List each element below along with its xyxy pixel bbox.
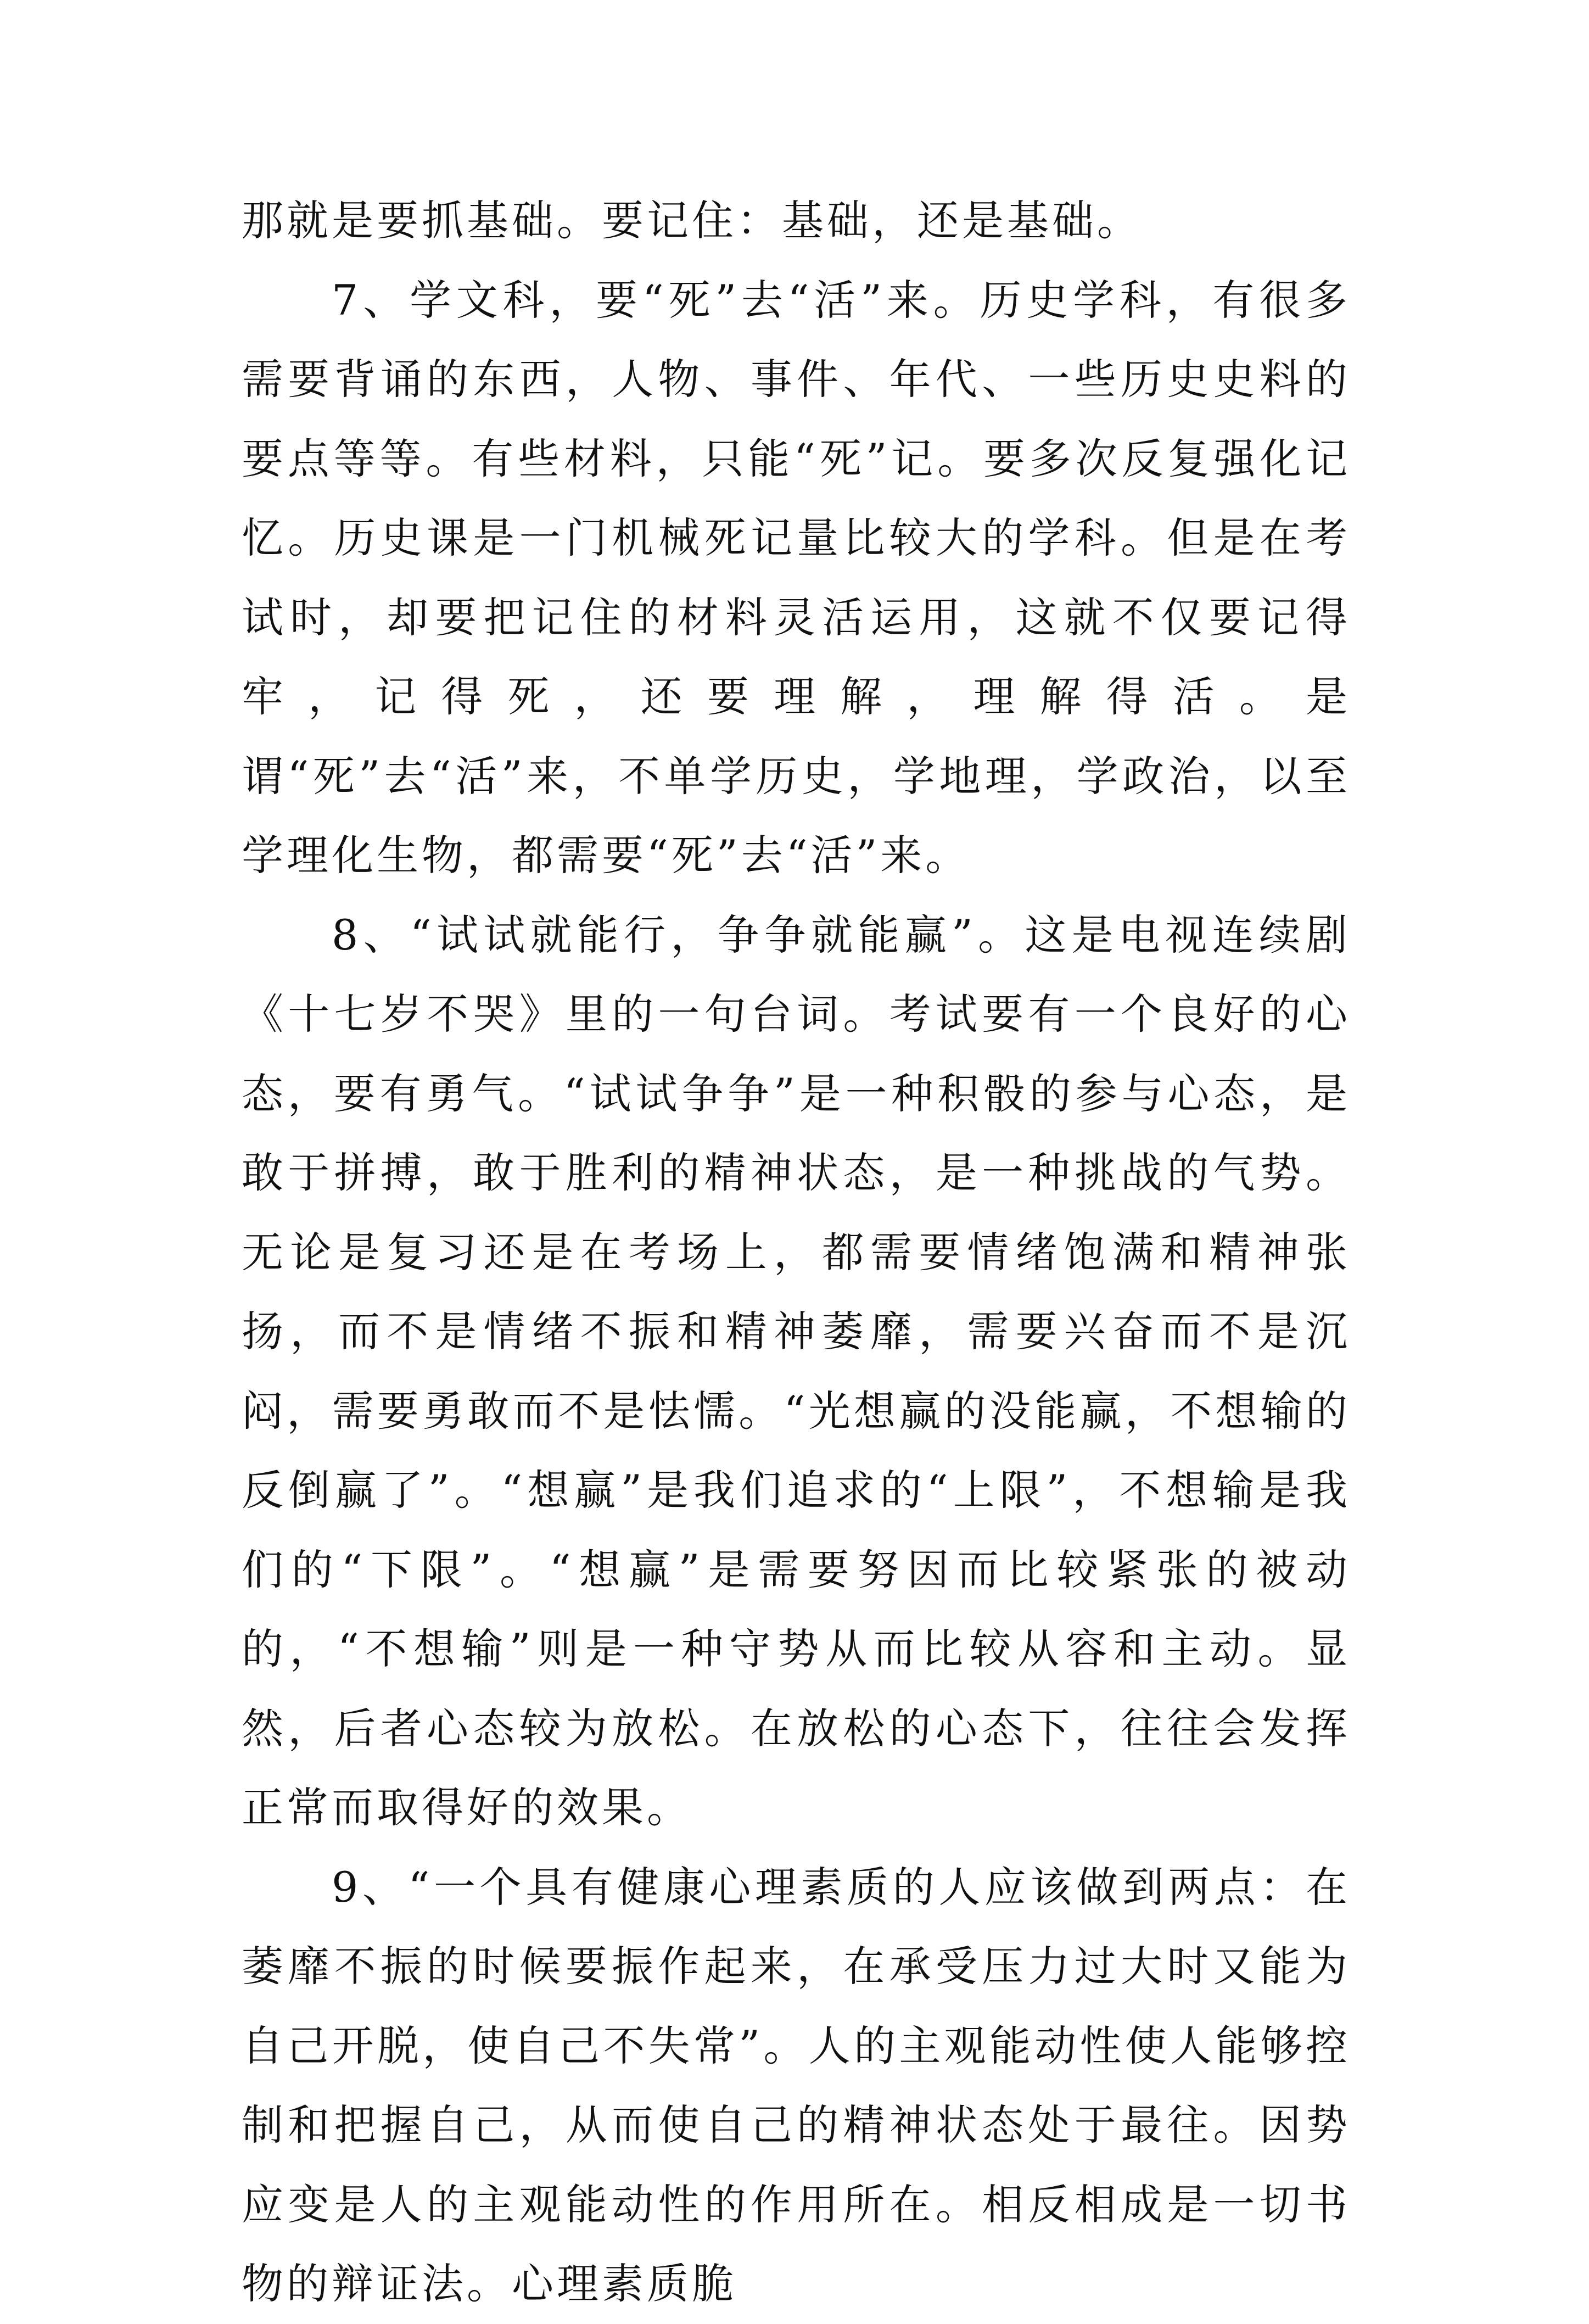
paragraph-7: 7、学文科，要“死”去“活”来。历史学科，有很多需要背诵的东西，人物、事件、年代、一些历史史料的要点等等。有些材料，只能“死”记。要多次反复强化记忆。历史课是一门机械死记量比较大的学科。但是在考试时，却要把记住的材料灵活运用，这就不仅要记得牢，记得死，还要理解，理解得活。是谓“死”去“活”来，不单学历史，学地理，学政治，以至学理化生物，都需要“死”去“活”来。 (242, 275, 1351, 880)
body-text (242, 181, 1351, 2324)
paragraph-8: 8、“试试就能行，争争就能赢”。这是电视连续剧《十七岁不哭》里的一句台词。考试要有一个良好的心态，要有勇气。“试试争争”是一种积骰的参与心态，是敢于拼搏，敢于胜利的精神状态，是一种挑战的气势。无论是复习还是在考场上，都需要情绪饱满和精神张扬，而不是情绪不振和精神萎靡，需要兴奋而不是沉闷，需要勇敢而不是怯懦。“光想赢的没能赢，不想输的反倒赢了”。“想赢”是我们追求的“上限”，不想输是我们的“下限”。“想赢”是需要努因而比较紧张的被动的，“不想输”则是一种守势从而比较从容和主动。显然，后者心态较为放松。在放松的心态下，往往会发挥正常而取得好的效果。 (242, 910, 1351, 1832)
paragraph-continued: 那就是要抓基础。要记住：基础，还是基础。 (242, 196, 1142, 245)
paragraph-9: 9、“一个具有健康心理素质的人应该做到两点：在萎靡不振的时候要振作起来，在承受压力过大时又能为自己开脱，使自己不失常”。人的主观能动性使人能够控制和把握自己，从而使自己的精神状态处于最往。因势应变是人的主观能动性的作用所在。相反相成是一切书物的辩证法。心理素质脆 (242, 1862, 1351, 2308)
